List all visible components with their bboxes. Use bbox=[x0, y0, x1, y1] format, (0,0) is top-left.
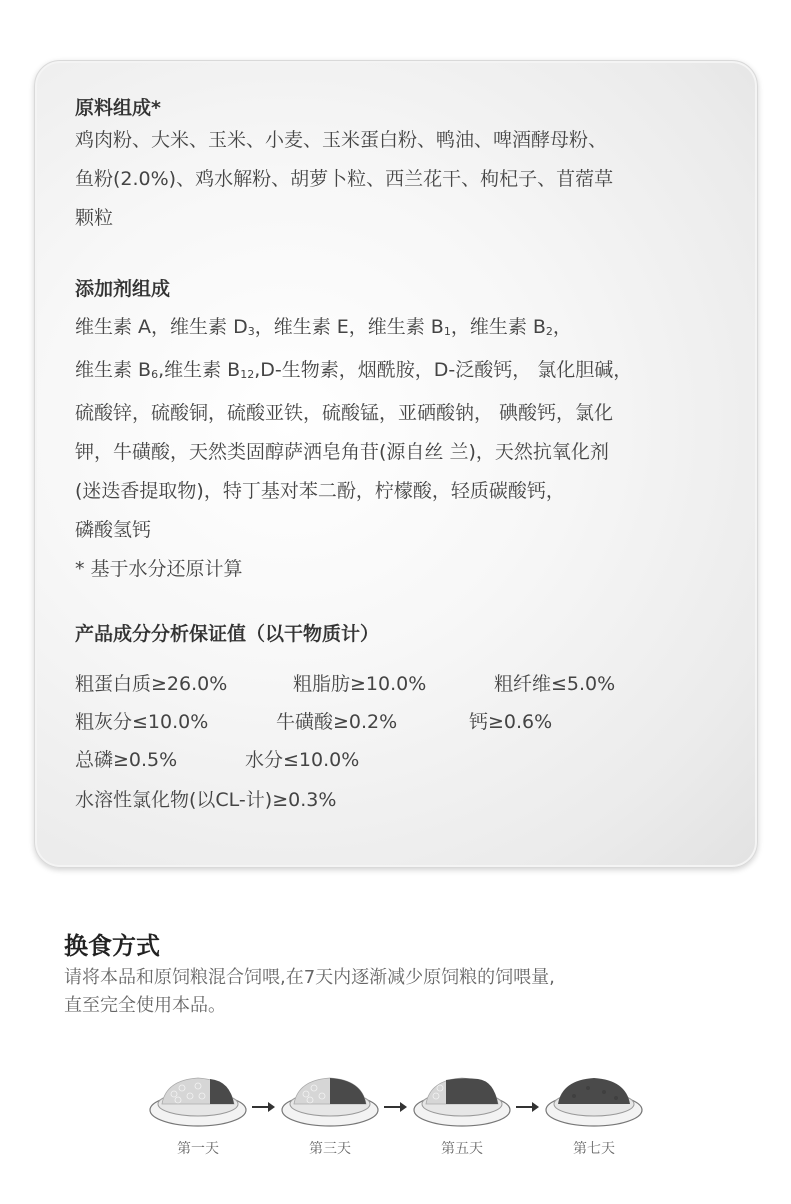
analysis-value: 粗蛋白质≥26.0% bbox=[75, 673, 228, 695]
step-label: 第三天 bbox=[309, 1141, 351, 1157]
additives-title: 添加剂组成 bbox=[75, 278, 171, 300]
analysis-value: 水溶性氯化物(以CL-计)≥0.3% bbox=[75, 789, 337, 811]
step-label: 第五天 bbox=[441, 1141, 483, 1157]
arrow-icon bbox=[382, 1098, 408, 1110]
step-label: 第七天 bbox=[573, 1141, 615, 1157]
analysis-value: 粗纤维≤5.0% bbox=[494, 673, 616, 695]
ingredients-line: 鱼粉(2.0%)、鸡水解粉、胡萝卜粒、西兰花干、枸杞子、苜蓿草 bbox=[75, 168, 614, 190]
transition-line: 请将本品和原饲粮混合饲喂,在7天内逐渐减少原饲粮的饲喂量, bbox=[64, 967, 555, 988]
analysis-value: 粗脂肪≥10.0% bbox=[293, 673, 427, 695]
analysis-value: 总磷≥0.5% bbox=[75, 749, 178, 771]
ingredients-line: 鸡肉粉、大米、玉米、小麦、玉米蛋白粉、鸭油、啤酒酵母粉、 bbox=[75, 129, 608, 151]
additives-text bbox=[75, 308, 632, 589]
bowl-step-4 bbox=[544, 1068, 644, 1128]
additives-line: 硫酸锌，硫酸铜，硫酸亚铁，硫酸锰，亚硒酸钠， 碘酸钙，氯化 bbox=[75, 402, 614, 424]
additives-line: 维生素 A，维生素 $D_3$，维生素 E，维生素 $B_1$，维生素 $B_2$， bbox=[75, 316, 572, 338]
additives-line: 维生素 $B_6$,维生素 $B_{12},D-$生物素，烟酰胺，D-泛酸钙， 氯化胆碱， bbox=[75, 359, 633, 381]
transition-line: 直至完全使用本品。 bbox=[64, 995, 226, 1016]
analysis-value: 牛磺酸≥0.2% bbox=[276, 711, 398, 733]
arrow-icon bbox=[250, 1098, 276, 1110]
additives-line: (迷迭香提取物)，特丁基对苯二酚，柠檬酸，轻质碳酸钙， bbox=[75, 480, 565, 502]
bowl-step-3 bbox=[412, 1068, 512, 1128]
bowl-step-1 bbox=[148, 1068, 248, 1128]
transition-title: 换食方式 bbox=[64, 932, 160, 960]
additives-line: 磷酸氢钙 bbox=[75, 519, 152, 541]
analysis-value: 钙≥0.6% bbox=[469, 711, 553, 733]
transition-text bbox=[64, 964, 555, 1020]
ingredients-title: 原料组成* bbox=[75, 97, 161, 119]
ingredients-text bbox=[75, 121, 613, 238]
additives-line: 钾，牛磺酸，天然类固醇萨洒皂角苷(源自丝 兰)，天然抗氧化剂 bbox=[75, 441, 609, 463]
step-label: 第一天 bbox=[177, 1141, 219, 1157]
additives-note: * 基于水分还原计算 bbox=[75, 558, 243, 580]
ingredients-card bbox=[34, 60, 758, 868]
analysis-title: 产品成分分析保证值（以干物质计） bbox=[75, 623, 380, 645]
ingredients-line: 颗粒 bbox=[75, 207, 114, 229]
analysis-value: 水分≤10.0% bbox=[245, 749, 360, 771]
arrow-icon bbox=[514, 1098, 540, 1110]
bowl-step-2 bbox=[280, 1068, 380, 1128]
analysis-value: 粗灰分≤10.0% bbox=[75, 711, 209, 733]
